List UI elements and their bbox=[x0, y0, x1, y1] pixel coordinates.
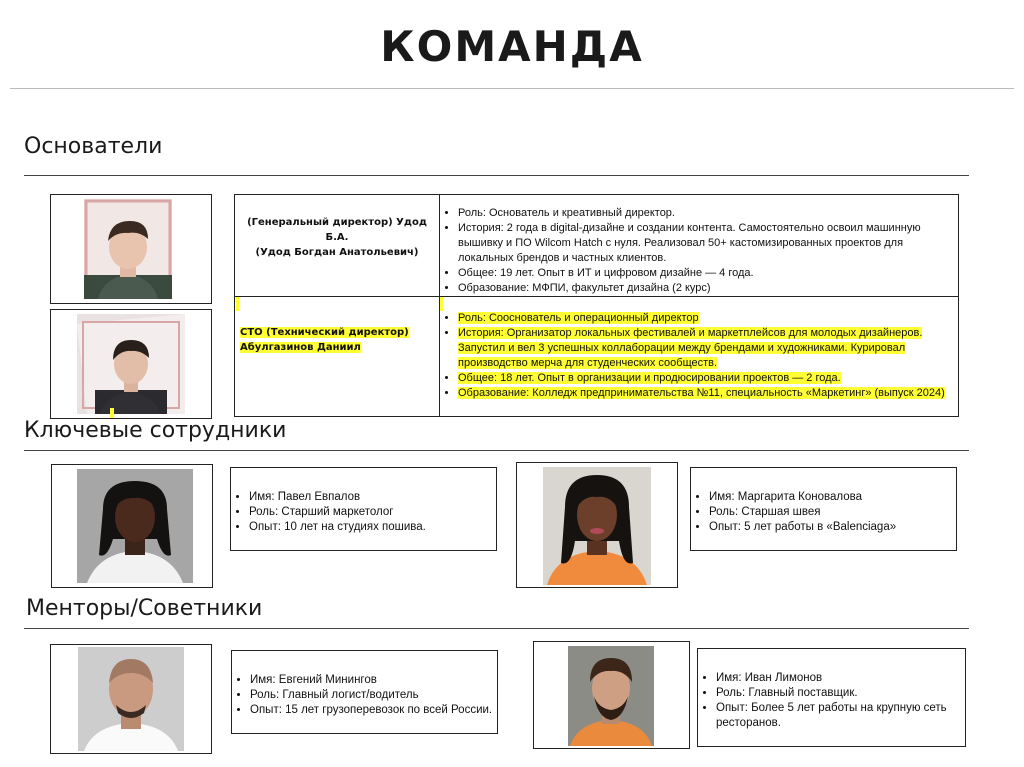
section-founders-heading: Основатели bbox=[24, 134, 163, 159]
highlight-mark bbox=[236, 297, 239, 311]
section-mentors-divider bbox=[24, 628, 969, 629]
mentor-2-photo-frame bbox=[533, 641, 690, 749]
founder-1-photo-frame bbox=[50, 194, 212, 304]
list-item: • Общее: 18 лет. Опыт в организации и продюсировании проектов — 2 года. bbox=[458, 371, 952, 386]
list-item: • История: Организатор локальных фестивалей и маркетплейсов для молодых дизайнеров. Запустил и вел 3 успешных коллаборации между брендами и художниками. Курировал производство мерча для студенческих сообществ. bbox=[458, 326, 952, 371]
highlight-mark bbox=[110, 408, 114, 418]
founder-2-name: CTO (Технический директор) bbox=[240, 327, 409, 338]
list-item: • Роль: Старший маркетолог bbox=[249, 505, 496, 520]
section-mentors-heading: Менторы/Советники bbox=[26, 596, 263, 621]
list-item: • Опыт: 15 лет грузоперевозок по всей России. bbox=[250, 703, 497, 718]
founder-2-fullname: Абулгазинов Даниил bbox=[240, 342, 361, 353]
founder-2-name-cell bbox=[235, 297, 440, 417]
staff-2-photo-frame bbox=[516, 462, 678, 588]
list-item: • Роль: Главный поставщик. bbox=[716, 686, 965, 701]
list-item: • Опыт: 10 лет на студиях пошива. bbox=[249, 520, 496, 535]
founder-1-name: (Генеральный директор) Удод Б.А. bbox=[247, 217, 427, 243]
section-founders-divider bbox=[24, 175, 969, 176]
founder-1-desc-cell bbox=[440, 195, 959, 297]
mentor-1-photo bbox=[78, 647, 184, 751]
list-item: • История: 2 года в digital-дизайне и создании контента. Самостоятельно освоил машинную вышивку и ПО Wilcom Hatch с нуля. Реализовал 50+ кастомизированных проектов для локальных брендов и частных клиентов. bbox=[458, 221, 952, 266]
mentor-2-photo bbox=[568, 646, 654, 746]
table-row bbox=[235, 195, 959, 297]
list-item: • Имя: Иван Лимонов bbox=[716, 671, 965, 686]
staff-1-photo-frame bbox=[51, 464, 213, 588]
founder-2-desc-cell bbox=[440, 297, 959, 417]
founder-1-fullname: (Удод Богдан Анатольевич) bbox=[255, 247, 419, 258]
list-item: • Имя: Павел Евпалов bbox=[249, 490, 496, 505]
list-item: • Опыт: Более 5 лет работы на крупную сеть ресторанов. bbox=[716, 701, 965, 731]
mentor-2-info bbox=[697, 648, 966, 747]
list-item: • Роль: Сооснователь и операционный директор bbox=[458, 311, 952, 326]
founders-table bbox=[234, 194, 959, 417]
section-key-staff-divider bbox=[24, 450, 969, 451]
section-key-staff-heading: Ключевые сотрудники bbox=[24, 418, 287, 443]
staff-1-photo bbox=[77, 469, 193, 583]
mentor-1-photo-frame bbox=[50, 644, 212, 754]
list-item: • Образование: Колледж предпринимательства №11, специальность «Маркетинг» (выпуск 2024) bbox=[458, 386, 952, 401]
founder-1-name-cell bbox=[235, 195, 440, 297]
title-divider bbox=[10, 88, 1014, 89]
list-item: • Имя: Маргарита Коновалова bbox=[709, 490, 956, 505]
founder-2-photo-frame bbox=[50, 309, 212, 419]
highlight-mark bbox=[440, 297, 443, 311]
list-item: • Образование: МФПИ, факультет дизайна (2 курс) bbox=[458, 281, 952, 296]
list-item: • Роль: Основатель и креативный директор. bbox=[458, 206, 952, 221]
list-item: • Общее: 19 лет. Опыт в ИТ и цифровом дизайне — 4 года. bbox=[458, 266, 952, 281]
list-item: • Имя: Евгений Минингов bbox=[250, 673, 497, 688]
list-item: • Роль: Старшая швея bbox=[709, 505, 956, 520]
staff-2-photo bbox=[543, 467, 651, 585]
mentor-1-info bbox=[231, 650, 498, 734]
page-title: КОМАНДА bbox=[380, 22, 644, 71]
table-row bbox=[235, 297, 959, 417]
founder-2-photo bbox=[77, 314, 185, 414]
staff-1-info bbox=[230, 467, 497, 551]
founder-1-photo bbox=[84, 199, 172, 299]
list-item: • Опыт: 5 лет работы в «Balenciaga» bbox=[709, 520, 956, 535]
staff-2-info bbox=[690, 467, 957, 551]
list-item: • Роль: Главный логист/водитель bbox=[250, 688, 497, 703]
